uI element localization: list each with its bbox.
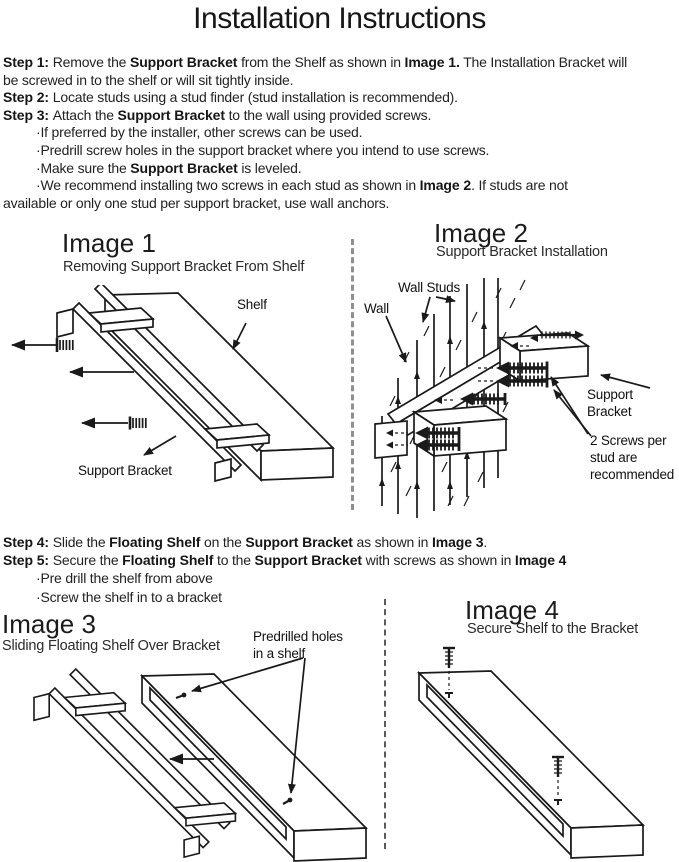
- wall-studs-label: Wall Studs: [398, 280, 461, 295]
- instruction-keyword: Step 4:: [3, 534, 53, 550]
- instruction-keyword: Floating Shelf: [109, 534, 201, 550]
- instruction-text: is leveled.: [237, 159, 302, 176]
- instruction-line: [3, 89, 679, 107]
- instruction-text: ·Make sure the: [36, 159, 131, 176]
- instructions-steps-4-5: [3, 533, 679, 606]
- instruction-keyword: Support Bracket: [117, 106, 225, 123]
- instruction-text: to the wall using provided screws.: [224, 106, 432, 123]
- instruction-text: available or only one stud per support bracket, use wall anchors.: [3, 194, 390, 211]
- instruction-line: [3, 107, 679, 125]
- instruction-line: [3, 569, 679, 587]
- figure4-caption: Secure Shelf to the Bracket: [467, 621, 639, 637]
- instruction-text: be screwed in to the shelf or will sit tightly inside.: [3, 71, 294, 88]
- support-bracket-label: Support Bracket: [587, 387, 633, 419]
- instruction-text: with screws as shown in: [361, 552, 515, 569]
- instruction-line: [3, 142, 679, 160]
- figure1-heading: Image 1: [62, 228, 156, 258]
- instruction-line: [3, 195, 679, 213]
- figure2-caption: Support Bracket Installation: [436, 244, 608, 260]
- support-bracket-label: Support Bracket: [78, 463, 172, 478]
- figure2-heading: Image 2: [434, 218, 528, 248]
- figure3-heading: Image 3: [2, 609, 96, 639]
- instruction-text: ·Screw the shelf in to a bracket: [36, 588, 222, 605]
- instruction-text: The Installation Bracket will: [459, 54, 628, 70]
- figure1-caption: Removing Support Bracket From Shelf: [63, 259, 305, 275]
- instruction-text: ·Predrill screw holes in the support bracket where you intend to use screws.: [36, 141, 490, 158]
- predrilled-holes-line: in a shelf: [253, 646, 306, 661]
- instruction-text: as shown in: [352, 534, 432, 550]
- instruction-keyword: Image 4: [514, 552, 567, 569]
- instruction-keyword: Support Bracket: [245, 534, 353, 550]
- figure4-diagram: [395, 645, 679, 862]
- instruction-text: to the: [213, 552, 255, 569]
- floating-shelf-drawing: [142, 674, 366, 861]
- instruction-line: [3, 551, 679, 569]
- wall-label: Wall: [364, 301, 389, 316]
- instruction-text: Slide the: [52, 534, 110, 550]
- instruction-line: [3, 588, 679, 606]
- instruction-keyword: Step 5:: [3, 552, 53, 569]
- shelf-label: Shelf: [237, 297, 267, 312]
- floating-shelf-drawing: [419, 671, 643, 858]
- figure-divider-top: [351, 239, 354, 510]
- figure4-heading: Image 4: [465, 595, 559, 625]
- instructions-steps-1-3: [3, 54, 679, 212]
- screw-note-line: recommended: [590, 467, 675, 482]
- instruction-keyword: Image 3: [431, 534, 484, 550]
- instruction-text: . If studs are not: [471, 177, 568, 194]
- instruction-line: [3, 124, 679, 142]
- screw-note-label: [590, 432, 674, 483]
- instruction-text: .: [483, 534, 488, 550]
- instruction-text: Locate studs using a stud finder (stud installation is recommended).: [52, 89, 458, 106]
- instruction-line: [3, 177, 679, 195]
- instruction-keyword: Support Bracket: [129, 54, 238, 70]
- instruction-text: ·Pre drill the shelf from above: [36, 570, 213, 587]
- instruction-line: [3, 533, 679, 551]
- instruction-keyword: Floating Shelf: [122, 552, 214, 569]
- instruction-text: from the Shelf as shown in: [237, 54, 405, 70]
- instruction-text: Remove the: [52, 54, 130, 70]
- instruction-text: on the: [200, 534, 246, 550]
- figure3-diagram: [0, 655, 390, 862]
- instruction-text: Secure the: [52, 552, 123, 569]
- instruction-text: ·If preferred by the installer, other screws can be used.: [36, 124, 363, 141]
- figure1-diagram: [0, 285, 350, 515]
- instruction-keyword: Image 1.: [404, 54, 460, 70]
- instruction-line: [3, 72, 679, 90]
- instruction-keyword: Image 2: [419, 177, 472, 194]
- instruction-text: ·We recommend installing two screws in each stud as shown in: [36, 177, 420, 194]
- predrilled-holes-line: Predrilled holes: [253, 629, 343, 644]
- instruction-keyword: Support Bracket: [254, 552, 362, 569]
- screw-note-line: stud are: [590, 450, 638, 465]
- instruction-text: Attach the: [52, 106, 118, 123]
- instruction-keyword: Step 3:: [3, 106, 53, 123]
- page-title: Installation Instructions: [193, 2, 486, 35]
- figure3-caption: Sliding Floating Shelf Over Bracket: [2, 638, 220, 654]
- instruction-keyword: Support Bracket: [130, 159, 238, 176]
- instruction-line: [3, 160, 679, 178]
- screw-note-line: 2 Screws per: [590, 433, 667, 448]
- instruction-line: [3, 54, 679, 72]
- instruction-keyword: Step 2:: [3, 89, 53, 106]
- instruction-keyword: Step 1:: [3, 54, 53, 70]
